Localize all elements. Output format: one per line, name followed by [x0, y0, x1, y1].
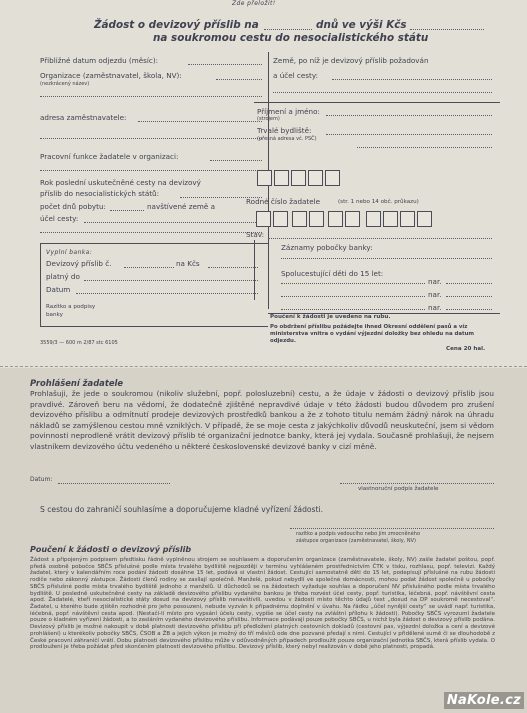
birth-number-label: Rodné číslo žadatele [246, 197, 321, 206]
birth-number-note: (str. 1 nebo 14 obč. průkazu) [338, 199, 419, 205]
bank-box-top-border [40, 243, 268, 244]
bank-stamp-label: Razítko a podpisy [46, 304, 96, 310]
postcode-box-1[interactable] [257, 170, 272, 186]
residence-field-line-2[interactable] [357, 147, 492, 148]
organization-label: Organizace (zaměstnavatel, škola, NV): [40, 71, 182, 80]
fold-label: Zde přeložit! [232, 0, 276, 7]
visited-country-label: navštívené země a [147, 202, 216, 211]
organization-signature-label-2: zástupce organizace (zaměstnavatel, školy, NV) [296, 538, 416, 544]
last-trip-label: Rok poslední uskutečněné cesty na devizový [40, 178, 201, 187]
bank-records-label: Záznamy pobočky banky: [281, 243, 373, 252]
purpose-field[interactable] [84, 222, 262, 223]
stay-days-field[interactable] [110, 210, 144, 211]
employer-address-label: adresa zaměstnavatele: [40, 113, 127, 122]
organization-signature-field[interactable] [290, 528, 494, 529]
approval-text: S cestou do zahraničí souhlasíme a doporučujeme kladné vyřízení žádosti. [40, 505, 324, 514]
price-label: Cena 20 hal. [446, 346, 486, 352]
employer-address-field[interactable] [138, 121, 262, 122]
organization-note: (nezkrácený název) [40, 81, 90, 87]
child-3-born-label: nar. [428, 303, 442, 312]
name-field[interactable] [326, 115, 492, 116]
name-label: Příjmení a jméno: [257, 107, 320, 116]
child-3-born-field[interactable] [446, 309, 492, 310]
birth-number-box-1[interactable] [256, 211, 271, 227]
job-function-field-line-2[interactable] [40, 170, 262, 171]
bank-date-field[interactable] [76, 293, 258, 294]
organization-field-line-2[interactable] [40, 96, 262, 97]
postcode-box-2[interactable] [274, 170, 289, 186]
country-field-line-2[interactable] [273, 92, 492, 93]
child-2-born-field[interactable] [446, 296, 492, 297]
declaration-date-field[interactable] [58, 483, 170, 484]
birth-number-box-2[interactable] [273, 211, 288, 227]
name-note: (strojem) [257, 116, 280, 122]
residence-field[interactable] [326, 134, 492, 135]
purpose-label: účel cesty: [40, 214, 79, 223]
child-3-name-field[interactable] [281, 309, 425, 310]
child-2-name-field[interactable] [281, 296, 425, 297]
child-2-born-label: nar. [428, 290, 442, 299]
notice-heading: Poučení k žádosti je uvedeno na rubu. [270, 314, 391, 320]
marital-status-label: Stav: [246, 230, 265, 239]
purpose-field-line-2[interactable] [40, 232, 262, 233]
bank-stamp-label-2: banky [46, 312, 63, 318]
valid-until-field[interactable] [84, 280, 258, 281]
bank-date-label: Datum [46, 285, 71, 294]
marital-status-field[interactable] [268, 238, 492, 239]
job-function-field[interactable] [210, 160, 262, 161]
promise-number-label: Devizový příslib č. [46, 259, 112, 268]
instructions-text: Žádost s připojeným podpisem předtisku řádně vyplněnou strojem se souhlasem a doporučením organizace (zaměstnavatele, školy, NV) zašle žadatel poštou, popř. předá osobně pobočce SBČS příslušné podle místa trvalého bydliště nejpozději v termínu vyhlášeném prostřednictvím ČTK v tisku, rozhlasu, popř. televizi. Každý žadatel, který v kalendářním roce podání žádosti dosáhne 15 let, podává si vlastní žádost. Cestující samostatně děti do 15 let, podepisují příslušné na rubu žádosti rodiče nebo zákonný zástupce. Žádosti členů rodiny se zasílají společně. Manželé, pokud nebydlí ve společné domácnosti, mohou podat žádost společně u pobočky SBČS příslušné podle místa trvalého bydliště jednoho z manželů. U důchodců se na žádostech vyžaduje souhlas a doporučení NV příslušného podle místa trvalého bydliště. U posledně uskutečněné cesty na základě devizového příslibu vydaného bankou je třeba rozvést účel cesty, popř. turistika, léčebná, popř. návštěvní cesta apod. Žadatelé, kteří nesocialistické státy dosud na devizový příslib nenavštívili, uvedou v žádosti místo těchto údajů text „dosud na DP soukromě necestoval“. Žadatel, u kterého bude zjištěn rozhodné pro jeho posouzení, nebude vyzván k případnému doplnění v úvahu. Na řádku „účel nynější cesty“ se uvádí např. turistika, léčebná, popř. návštěvní cesta apod. (Nestačí-li místo pro vypsání účelu cesty, vypíše se účel cesty na zvláštní přílohu k žádosti). Pobočky SBČS vyrozumí žadatele pouze o kladném vyřízení žádosti, a to zasláním vydaného devizového příslibu. Informace podávají pouze pobočky SBČS, u nichž byla žádost o devizový příslib podána. Devizový příslib je možné nakoupit v době platnosti devizového příslibu při předložení platných cestovních dokladů (cestovní pas, výjezdní doložka a cení a devizové prohlášení) u kterékoliv pobočky SBČS, ČSOB a ŽB a jejich výkon je možný do tří měsíců ode dne pozvané předají s nimi. Cestující v přidělené sumě či se dlouhodobě z České pracovní záhraničí vrátí. Dobu platnosti devizového příslibu může v odůvodněných případech prodloužit pouze organizační jednotka SBČS, která příslib vydala. O prodloužení je třeba požádat před skončením platnosti devizového příslibu. Devizový příslib, který nebyl realizován v době jeho platnosti, propadá. [30, 557, 495, 651]
amount-field[interactable] [410, 29, 484, 30]
bank-box-left-border [40, 243, 41, 327]
bank-heading: Vyplní banka: [46, 249, 93, 256]
bank-box-bottom-border [40, 326, 268, 327]
applicant-signature-label: vlastnoruční podpis žadatele [358, 486, 439, 492]
country-label: Země, po níž je devizový příslib požadován [273, 56, 429, 65]
bank-records-field[interactable] [281, 258, 492, 259]
bank-amount-label: na Kčs [176, 259, 200, 268]
valid-until-label: platný do [46, 272, 80, 281]
country-field[interactable] [332, 79, 492, 80]
child-1-born-label: nar. [428, 277, 442, 286]
children-label: Spolucestující děti do 15 let: [281, 269, 384, 278]
declaration-text: Prohlašuji, že jede o soukromou (nikoliv služební, popř. polosluzební) cestu, a že údaje v žádosti o devizový příslib jsou pravdivé. Zároveň beru na vědomí, že dodatečně zjištěné nepravdivé údaje v této žádosti budou důvodem pro zrušení devizového příslibu a odmítnutí prodeje devizových prostředků bankou a že z tohoto titulu nemám žádný nárok na úhradu nákladů se zamýšlenou cestou mně vzniklých. V případě, že se moje cesta z jakýchkoliv důvodů neuskuteční, jsem si vědom povinnosti neprodleně vrátit devizový příslib té organizační jednotce banky, která jej vydala. Současně prohlašuji, že nejsem vlastníkem devizového účtu vedeného u některé československé devizové banky v cizí měně. [30, 389, 494, 451]
stay-days-label: počet dnů pobytu: [40, 202, 106, 211]
country-label-2: a účel cesty: [273, 71, 318, 80]
organization-signature-label: razítko a podpis vedoucího nebo jím zmocněného [296, 531, 420, 537]
bank-amount-field[interactable] [208, 267, 258, 268]
postcode-box-4[interactable] [308, 170, 323, 186]
organization-field[interactable] [216, 79, 262, 80]
title-line-1: Žádost o devizový příslib na [94, 19, 259, 31]
departure-date-field[interactable] [188, 64, 262, 65]
print-code: 3559/3 — 600 m 2/87 stc 6105 [40, 340, 118, 346]
personal-box-top-border [254, 102, 500, 103]
promise-number-field[interactable] [124, 267, 174, 268]
declaration-title: Prohlášení žadatele [30, 378, 124, 388]
birth-number-box-8[interactable] [383, 211, 398, 227]
birth-number-box-6[interactable] [345, 211, 360, 227]
residence-note: (přesná adresa vč. PSČ) [257, 136, 317, 142]
departure-date-label: Přibližné datum odjezdu (měsíc): [40, 56, 159, 65]
declaration-date-label: Datum: [30, 476, 53, 483]
birth-number-box-10[interactable] [417, 211, 432, 227]
form-back-section [0, 368, 527, 713]
instructions-title: Poučení k žádosti o devizový příslib [30, 545, 192, 554]
child-1-name-field[interactable] [281, 283, 425, 284]
job-function-label: Pracovní funkce žadatele v organizaci: [40, 152, 179, 161]
fold-line [0, 366, 527, 367]
days-field[interactable] [264, 29, 312, 30]
child-1-born-field[interactable] [446, 283, 492, 284]
title-line-2: na soukromou cestu do nesocialistického státu [153, 32, 429, 44]
employer-address-field-line-2[interactable] [40, 138, 262, 139]
postcode-box-5[interactable] [325, 170, 340, 186]
birth-number-box-7[interactable] [366, 211, 381, 227]
watermark-logo: NaKole.cz [444, 692, 524, 709]
records-box-left-border [254, 240, 255, 300]
last-trip-label-2: příslib do nesocialistických států: [40, 189, 160, 198]
birth-number-box-4[interactable] [309, 211, 324, 227]
title-days-label: dnů ve výši Kčs [316, 19, 407, 31]
applicant-signature-field[interactable] [340, 483, 494, 484]
birth-number-box-5[interactable] [328, 211, 343, 227]
birth-number-box-9[interactable] [400, 211, 415, 227]
notice-text: Po obdržení příslibu požádejte ihned Okresní oddělení pasů a víz ministerstva vnitra o vydání výjezdní doložky bez ohledu na datum odjezdu. [270, 324, 475, 344]
birth-number-box-3[interactable] [292, 211, 307, 227]
postcode-box-3[interactable] [291, 170, 306, 186]
residence-label: Trvalé bydliště: [257, 126, 312, 135]
